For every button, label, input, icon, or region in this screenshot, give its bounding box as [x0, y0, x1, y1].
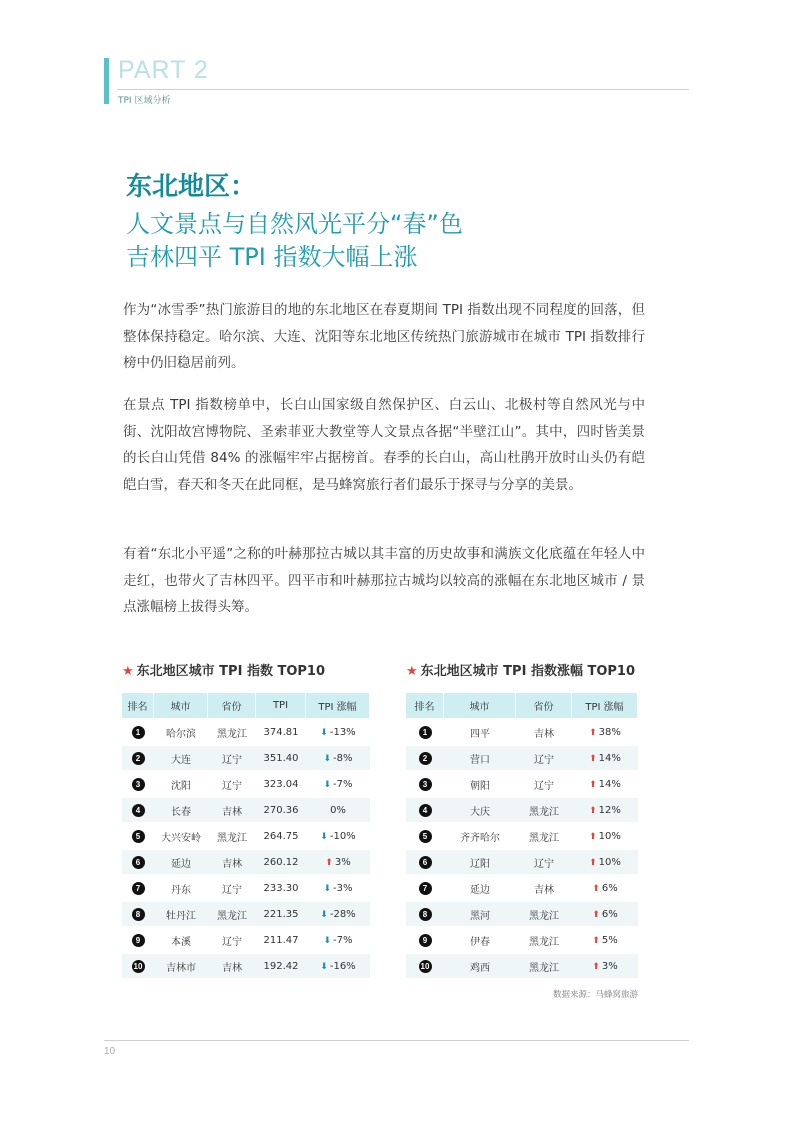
arrow-up-icon: ⬆: [592, 909, 600, 920]
rank-badge: 4: [132, 804, 145, 817]
star-icon: ★: [406, 664, 418, 679]
arrow-up-icon: ⬆: [592, 961, 600, 972]
city-tpi-table: [122, 691, 370, 980]
cell-rank: [122, 746, 154, 770]
arrow-up-icon: ⬆: [589, 805, 597, 816]
cell-city: 沈阳: [154, 772, 208, 796]
cell-province: 辽宁: [516, 772, 572, 796]
change-text: 0%: [330, 804, 346, 816]
cell-city: 营口: [444, 746, 516, 770]
change-text: -28%: [329, 908, 356, 920]
cell-rank: [406, 824, 444, 848]
cell-rank: [122, 928, 154, 952]
change-text: -16%: [329, 960, 356, 972]
change-value: [320, 909, 355, 920]
rank-badge: 5: [419, 830, 432, 843]
cell-change: [572, 720, 638, 744]
cell-change: [572, 876, 638, 900]
table-row: [406, 850, 638, 874]
cell-province: 辽宁: [208, 928, 256, 952]
cell-province: 吉林: [516, 720, 572, 744]
cell-change: [306, 928, 370, 952]
cell-city: 延边: [444, 876, 516, 900]
change-value: [589, 805, 621, 816]
arrow-up-icon: ⬆: [589, 753, 597, 764]
change-value: [323, 883, 352, 894]
change-value: [320, 831, 355, 842]
table-row: [122, 746, 370, 770]
cell-province: 黑龙江: [516, 928, 572, 952]
change-value: [589, 753, 621, 764]
cell-change: [306, 850, 370, 874]
cell-change: [572, 746, 638, 770]
change-text: -7%: [333, 778, 353, 790]
arrow-up-icon: ⬆: [325, 857, 333, 868]
table1-title: ★ 东北地区城市 TPI 指数 TOP10: [122, 664, 326, 679]
cell-province: 辽宁: [516, 850, 572, 874]
column-header: 排名: [406, 693, 444, 718]
cell-city: 黑河: [444, 902, 516, 926]
change-value: [589, 779, 621, 790]
change-text: 3%: [334, 856, 351, 868]
column-header: TPI 涨幅: [572, 693, 638, 718]
cell-rank: [406, 772, 444, 796]
table-row: [122, 798, 370, 822]
table-row: [122, 772, 370, 796]
cell-rank: [406, 850, 444, 874]
change-text: 38%: [598, 726, 621, 738]
cell-change: [306, 824, 370, 848]
cell-city: 朝阳: [444, 772, 516, 796]
star-icon: ★: [122, 664, 134, 679]
rank-badge: 7: [419, 882, 432, 895]
cell-rank: [406, 928, 444, 952]
cell-rank: [122, 798, 154, 822]
change-value: [589, 857, 621, 868]
rank-badge: 10: [132, 960, 145, 973]
paragraph-2: 在景点 TPI 指数榜单中，长白山国家级自然保护区、白云山、北极村等自然风光与中街、沈阳故宫博物院、圣索菲亚大教堂等人文景点各据“半壁江山”。其中，四时皆美景的长白山凭借 84% 的涨幅牢牢占据榜首。春季的长白山，高山杜鹃开放时山头仍有皑皑白雪，春天和冬天在此同框，是马蜂窝旅行者们最乐于探寻与分享的美景。: [123, 397, 645, 493]
arrow-down-icon: ⬇: [323, 883, 332, 894]
arrow-down-icon: ⬇: [320, 909, 328, 920]
arrow-up-icon: ⬆: [589, 831, 597, 842]
cell-tpi: 221.35: [256, 902, 306, 926]
change-text: 10%: [598, 856, 621, 868]
cell-change: [572, 902, 638, 926]
cell-province: 黑龙江: [516, 824, 572, 848]
cell-rank: [406, 720, 444, 744]
cell-rank: [406, 902, 444, 926]
change-text: 5%: [601, 934, 618, 946]
change-text: -10%: [329, 830, 356, 842]
cell-city: 大兴安岭: [154, 824, 208, 848]
cell-city: 丹东: [154, 876, 208, 900]
arrow-down-icon: ⬇: [320, 961, 328, 972]
change-text: 14%: [598, 778, 621, 790]
column-header: 省份: [516, 693, 572, 718]
cell-rank: [122, 850, 154, 874]
rank-badge: 9: [419, 934, 432, 947]
page-number: 10: [104, 1046, 116, 1057]
arrow-up-icon: ⬆: [592, 935, 600, 946]
cell-tpi: 192.42: [256, 954, 306, 978]
cell-city: 延边: [154, 850, 208, 874]
table-row: [406, 876, 638, 900]
cell-rank: [122, 772, 154, 796]
cell-city: 辽阳: [444, 850, 516, 874]
rank-badge: 1: [419, 726, 432, 739]
cell-city: 牡丹江: [154, 902, 208, 926]
table-row: [406, 928, 638, 952]
city-tpi-growth-table: [406, 691, 638, 980]
cell-change: [572, 850, 638, 874]
paragraph-3: 有着“东北小平遥”之称的叶赫那拉古城以其丰富的历史故事和满族文化底蕴在年轻人中走红，也带火了吉林四平。四平市和叶赫那拉古城均以较高的涨幅在东北地区城市 / 景点涨幅榜上拔得头筹。: [123, 546, 645, 615]
rank-badge: 6: [132, 856, 145, 869]
cell-city: 大庆: [444, 798, 516, 822]
cell-city: 长春: [154, 798, 208, 822]
change-text: 10%: [598, 830, 621, 842]
cell-change: [572, 928, 638, 952]
table-row: [122, 876, 370, 900]
cell-province: 黑龙江: [516, 954, 572, 978]
change-text: 6%: [601, 908, 618, 920]
cell-change: [306, 720, 370, 744]
change-value: [330, 805, 346, 816]
cell-tpi: 264.75: [256, 824, 306, 848]
arrow-up-icon: ⬆: [589, 857, 597, 868]
paragraph-1: 作为“冰雪季”热门旅游目的地的东北地区在春夏期间 TPI 指数出现不同程度的回落，但整体保持稳定。哈尔滨、大连、沈阳等东北地区传统热门旅游城市在城市 TPI 指数排行榜中仍旧稳居前列。: [123, 302, 645, 371]
cell-tpi: 374.81: [256, 720, 306, 744]
part-title: PART 2: [118, 56, 209, 84]
cell-city: 哈尔滨: [154, 720, 208, 744]
cell-rank: [122, 954, 154, 978]
table-row: [406, 746, 638, 770]
cell-change: [306, 902, 370, 926]
header-divider: [117, 89, 689, 90]
data-source: 数据来源：马蜂窝旅游: [553, 990, 639, 1000]
rank-badge: 5: [132, 830, 145, 843]
arrow-up-icon: ⬆: [592, 883, 600, 894]
cell-city: 大连: [154, 746, 208, 770]
column-header: TPI: [256, 693, 306, 718]
column-header: TPI 涨幅: [306, 693, 370, 718]
table-row: [406, 798, 638, 822]
rank-badge: 8: [132, 908, 145, 921]
cell-city: 本溪: [154, 928, 208, 952]
change-value: [325, 857, 350, 868]
cell-change: [306, 798, 370, 822]
column-header: 城市: [154, 693, 208, 718]
table-row: [122, 954, 370, 978]
change-value: [323, 779, 352, 790]
change-value: [589, 831, 621, 842]
column-header: 省份: [208, 693, 256, 718]
rank-badge: 4: [419, 804, 432, 817]
cell-change: [572, 954, 638, 978]
column-header: 排名: [122, 693, 154, 718]
headline-line-2: 人文景点与自然风光平分“春”色: [126, 210, 463, 238]
rank-badge: 2: [419, 752, 432, 765]
cell-province: 辽宁: [208, 876, 256, 900]
cell-change: [306, 746, 370, 770]
rank-badge: 6: [419, 856, 432, 869]
table-row: [406, 902, 638, 926]
table-row: [122, 824, 370, 848]
cell-province: 吉林: [208, 954, 256, 978]
cell-rank: [122, 720, 154, 744]
cell-province: 黑龙江: [208, 824, 256, 848]
cell-tpi: 323.04: [256, 772, 306, 796]
rank-badge: 10: [419, 960, 432, 973]
headline-region: 东北地区：: [126, 172, 257, 202]
cell-change: [306, 772, 370, 796]
change-text: -7%: [333, 934, 353, 946]
cell-province: 黑龙江: [208, 902, 256, 926]
table-row: [406, 720, 638, 744]
cell-city: 齐齐哈尔: [444, 824, 516, 848]
cell-province: 辽宁: [516, 746, 572, 770]
rank-badge: 8: [419, 908, 432, 921]
cell-tpi: 211.47: [256, 928, 306, 952]
cell-province: 黑龙江: [516, 902, 572, 926]
table-row: [122, 928, 370, 952]
cell-tpi: 233.30: [256, 876, 306, 900]
footer-divider: [104, 1040, 689, 1041]
cell-change: [572, 772, 638, 796]
cell-tpi: 260.12: [256, 850, 306, 874]
cell-province: 吉林: [208, 850, 256, 874]
change-value: [320, 961, 355, 972]
change-text: -3%: [333, 882, 353, 894]
cell-province: 辽宁: [208, 772, 256, 796]
part-subtitle: TPI 区域分析: [118, 96, 171, 106]
cell-change: [306, 954, 370, 978]
cell-tpi: 351.40: [256, 746, 306, 770]
table-row: [122, 720, 370, 744]
change-value: [592, 909, 617, 920]
change-text: -13%: [329, 726, 356, 738]
rank-badge: 3: [419, 778, 432, 791]
cell-tpi: 270.36: [256, 798, 306, 822]
change-text: -8%: [333, 752, 353, 764]
rank-badge: 1: [132, 726, 145, 739]
arrow-down-icon: ⬇: [320, 727, 328, 738]
arrow-up-icon: ⬆: [589, 727, 597, 738]
change-value: [320, 727, 355, 738]
cell-rank: [406, 954, 444, 978]
rank-badge: 2: [132, 752, 145, 765]
cell-city: 四平: [444, 720, 516, 744]
arrow-down-icon: ⬇: [320, 831, 328, 842]
change-value: [323, 753, 352, 764]
arrow-down-icon: ⬇: [323, 935, 332, 946]
cell-province: 吉林: [516, 876, 572, 900]
change-value: [323, 935, 352, 946]
cell-province: 黑龙江: [516, 798, 572, 822]
change-value: [592, 883, 617, 894]
cell-rank: [406, 798, 444, 822]
rank-badge: 7: [132, 882, 145, 895]
change-text: 6%: [601, 882, 618, 894]
arrow-down-icon: ⬇: [323, 753, 332, 764]
table2-title: ★ 东北地区城市 TPI 指数涨幅 TOP10: [406, 664, 636, 679]
cell-province: 辽宁: [208, 746, 256, 770]
table-row: [122, 902, 370, 926]
column-header: 城市: [444, 693, 516, 718]
table-row: [406, 954, 638, 978]
headline-line-3: 吉林四平 TPI 指数大幅上涨: [126, 243, 418, 271]
part-accent-bar: [104, 58, 109, 104]
cell-rank: [122, 876, 154, 900]
arrow-up-icon: ⬆: [589, 779, 597, 790]
change-value: [592, 935, 617, 946]
table-row: [406, 772, 638, 796]
change-value: [592, 961, 617, 972]
change-value: [589, 727, 621, 738]
cell-city: 鸡西: [444, 954, 516, 978]
change-text: 3%: [601, 960, 618, 972]
change-text: 14%: [598, 752, 621, 764]
cell-rank: [122, 902, 154, 926]
table-row: [406, 824, 638, 848]
rank-badge: 9: [132, 934, 145, 947]
table-row: [122, 850, 370, 874]
cell-change: [572, 798, 638, 822]
cell-province: 吉林: [208, 798, 256, 822]
cell-rank: [406, 876, 444, 900]
cell-rank: [406, 746, 444, 770]
cell-city: 伊春: [444, 928, 516, 952]
cell-change: [306, 876, 370, 900]
arrow-down-icon: ⬇: [323, 779, 332, 790]
change-text: 12%: [598, 804, 621, 816]
cell-change: [572, 824, 638, 848]
rank-badge: 3: [132, 778, 145, 791]
cell-province: 黑龙江: [208, 720, 256, 744]
cell-rank: [122, 824, 154, 848]
cell-city: 吉林市: [154, 954, 208, 978]
